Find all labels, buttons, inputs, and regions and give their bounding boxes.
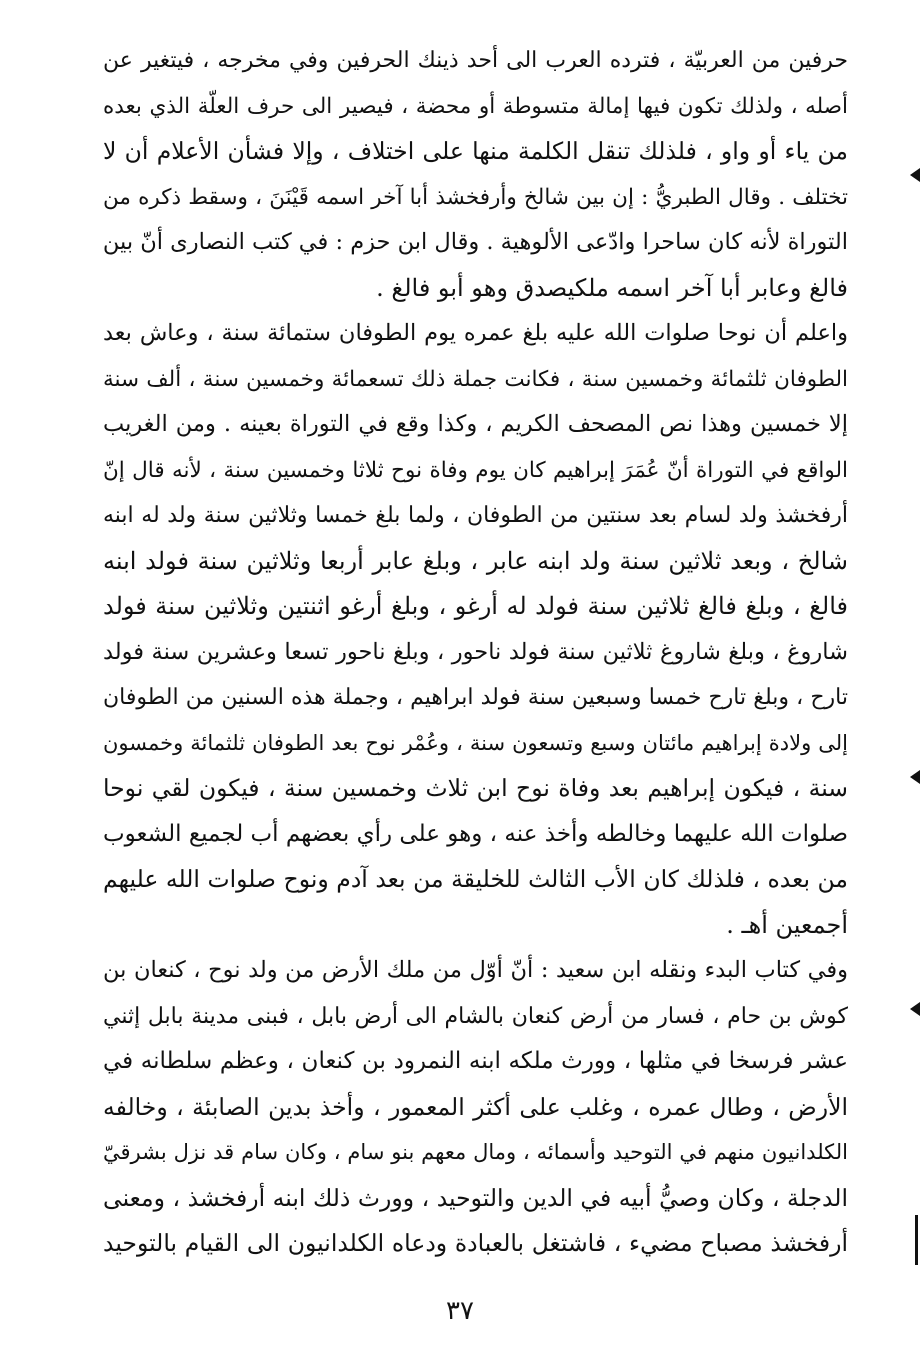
margin-mark-icon	[910, 770, 920, 784]
text-line: صلوات الله عليهما وخالطه وأخذ عنه ، وهو على رأي بعضهم أب لجميع الشعوب	[103, 820, 848, 847]
body-text	[103, 38, 848, 1267]
text-line: تختلف . وقال الطبريُّ : إن بين شالخ وأرفخشذ أبا آخر اسمه قَيْنَنَ ، وسقط ذكره من	[103, 184, 848, 210]
text-line: أجمعين أهـ .	[726, 910, 848, 939]
text-line: إلا خمسين وهذا نص المصحف الكريم ، وكذا وقع في التوراة بعينه . ومن الغريب	[103, 411, 848, 437]
text-line: من ياء أو واو ، فلذلك تنقل الكلمة منها على اختلاف ، وإلا فشأن الأعلام أن لا	[103, 137, 848, 165]
text-line: كوش بن حام ، فسار من أرض كنعان بالشام الى أرض بابل ، فبنى مدينة بابل إثني	[103, 1003, 848, 1029]
text-line: شالخ ، وبعد ثلاثين سنة ولد ابنه عابر ، وبلغ عابر أربعا وثلاثين سنة فولد ابنه	[103, 546, 848, 575]
page-number: ٣٧	[446, 1296, 474, 1326]
text-line: الكلدانيون منهم في التوحيد وأسمائه ، ومال معهم بنو سام ، وكان سام قد نزل بشرقيّ	[103, 1140, 848, 1164]
text-line: وفي كتاب البدء ونقله ابن سعيد : أنّ أوّل من ملك الأرض من ولد نوح ، كنعان بن	[103, 957, 848, 983]
margin-bar-icon	[915, 1215, 918, 1265]
text-line: التوراة لأنه كان ساحرا وادّعى الألوهية . وقال ابن حزم : في كتب النصارى أنّ بين	[103, 229, 848, 255]
text-line: شاروغ ، وبلغ شاروغ ثلاثين سنة فولد ناحور ، وبلغ ناحور تسعا وعشرين سنة فولد	[103, 638, 848, 665]
text-line: عشر فرسخا في مثلها ، وورث ملكه ابنه النمرود بن كنعان ، وعظم سلطانه في	[103, 1048, 848, 1074]
text-line: إلى ولادة إبراهيم مائتان وسبع وتسعون سنة ، وعُمْر نوح بعد الطوفان ثلثمائة وخمسون	[103, 730, 848, 755]
text-line: من بعده ، فلذلك كان الأب الثالث للخليقة من بعد آدم ونوح صلوات الله عليهم	[103, 865, 848, 893]
text-line: سنة ، فيكون إبراهيم بعد وفاة نوح ابن ثلاث وخمسين سنة ، فيكون لقي نوحا	[103, 774, 848, 802]
text-line: واعلم أن نوحا صلوات الله عليه بلغ عمره يوم الطوفان ستمائة سنة ، وعاش بعد	[103, 320, 848, 346]
text-line: أصله ، ولذلك تكون فيها إمالة متسوطة أو محضة ، فيصير الى حرف العلّة الذي بعده	[103, 93, 848, 119]
text-line: أرفخشذ مصباح مضيء ، فاشتغل بالعبادة ودعاه الكلدانيون الى القيام بالتوحيد	[103, 1229, 848, 1257]
text-line: الطوفان ثلثمائة وخمسين سنة ، فكانت جملة ذلك تسعمائة وخمسين سنة ، ألف سنة	[103, 366, 848, 392]
text-line: تارح ، وبلغ تارح خمسا وسبعين سنة فولد ابراهيم ، وجملة هذه السنين من الطوفان	[103, 685, 848, 710]
text-line: حرفين من العربيّة ، فترده العرب الى أحد ذينك الحرفين وفي مخرجه ، فيتغير عن	[103, 48, 848, 73]
text-line: أرفخشذ ولد لسام بعد سنتين من الطوفان ، ولما بلغ خمسا وثلاثين سنة ولد له ابنه	[103, 503, 848, 528]
text-line: الواقع في التوراة أنّ عُمَرَ إبراهيم كان يوم وفاة نوح ثلاثا وخمسين سنة ، لأنه قال إنّ	[103, 457, 848, 483]
text-line: الأرض ، وطال عمره ، وغلب على أكثر المعمور ، وأخذ بدين الصابئة ، وخالفه	[103, 1092, 848, 1121]
margin-mark-icon	[910, 1002, 920, 1016]
text-line: فالغ وعابر أبا آخر اسمه ملكيصدق وهو أبو فالغ .	[376, 273, 848, 302]
margin-mark-icon	[910, 168, 920, 182]
text-line: فالغ ، وبلغ فالغ ثلاثين سنة فولد له أرغو ، وبلغ أرغو اثنتين وثلاثين سنة فولد	[103, 592, 848, 620]
text-line: الدجلة ، وكان وصيُّ أبيه في الدين والتوحيد ، وورث ذلك ابنه أرفخشذ ، ومعنى	[103, 1183, 848, 1212]
